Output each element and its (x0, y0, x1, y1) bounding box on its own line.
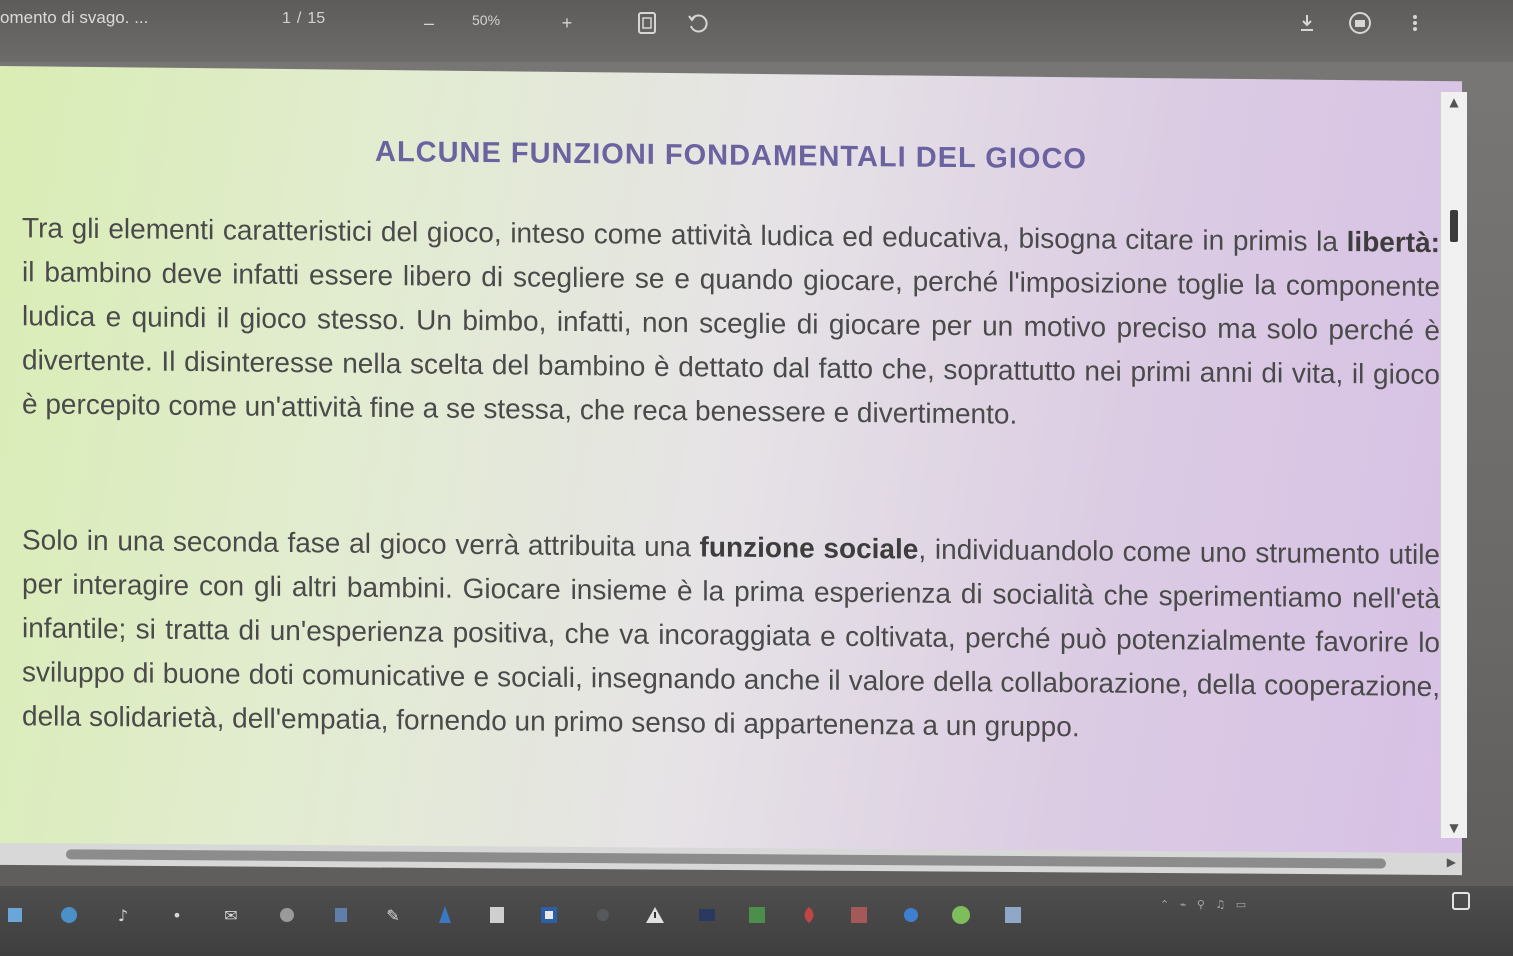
paint-icon[interactable]: ✎ (386, 905, 400, 925)
paragraph-1-text-b: il bambino deve infatti essere libero di scegliere se e quando giocare, perché l'imposizione toglie la componente ludica e quindi il gioco stesso. Un bimbo, infatti, non sceglie di giocare per un motivo preciso ma solo perché è divertente. Il disinteresse nella scelta del bambino è dettato dal fatto che, soprattutto nei primi anni di vita, il gioco è percepito come un'attività fine a se stessa, che reca benessere e divertimento. (22, 256, 1440, 430)
app-icon[interactable] (798, 904, 820, 926)
scroll-up-arrow-icon[interactable]: ▲ (1449, 95, 1459, 109)
vertical-scrollbar[interactable] (1440, 92, 1467, 838)
app-icon[interactable] (746, 904, 768, 926)
app-icon[interactable] (950, 904, 972, 926)
scroll-right-arrow-icon[interactable]: ▶ (1446, 854, 1456, 870)
document-page (0, 66, 1462, 861)
app-icon[interactable] (592, 904, 614, 926)
vertical-scroll-thumb[interactable] (1450, 210, 1458, 242)
current-page-input[interactable]: 1 (282, 10, 291, 27)
app-icon[interactable] (538, 904, 560, 926)
print-icon[interactable] (1348, 8, 1372, 38)
paragraph-2-bold: funzione sociale (699, 531, 919, 565)
browser-icon[interactable] (58, 904, 80, 926)
app-icon[interactable] (900, 904, 922, 926)
app-icon[interactable] (1002, 904, 1024, 926)
system-tray[interactable]: ⌃ ⌁ ⚲ ♫ ▭ (1160, 898, 1247, 911)
mail-icon[interactable]: ✉ (224, 905, 238, 925)
document-title: omento di svago. ... (0, 8, 149, 27)
notification-icon[interactable] (1452, 892, 1470, 910)
app-icon[interactable] (848, 904, 870, 926)
paragraph-1-bold: libertà: (1346, 226, 1440, 259)
more-icon[interactable] (1404, 8, 1426, 38)
paragraph-1-text-a: Tra gli elementi caratteristici del gioco, inteso come attività ludica ed educativa, bisogna citare in primis la (22, 212, 1347, 258)
app-icon[interactable] (434, 904, 456, 926)
horizontal-scroll-thumb[interactable] (66, 849, 1386, 868)
app-icon[interactable]: • (172, 905, 182, 925)
zoom-out-button[interactable]: – (423, 12, 434, 33)
page-navigation[interactable] (282, 10, 325, 28)
page-separator: / (296, 10, 302, 27)
pdf-toolbar (0, 0, 1513, 62)
warning-icon[interactable] (644, 904, 666, 926)
page-title: ALCUNE FUNZIONI FONDAMENTALI DEL GIOCO (375, 135, 1087, 176)
start-icon[interactable] (4, 904, 26, 926)
paragraph-2-text-a: Solo in una seconda fase al gioco verrà attribuita una (22, 524, 700, 563)
taskbar (0, 886, 1513, 956)
zoom-value[interactable]: 50% (472, 12, 501, 28)
scroll-down-arrow-icon[interactable]: ▼ (1449, 821, 1459, 835)
word-icon[interactable] (486, 904, 508, 926)
app-icon[interactable] (276, 904, 298, 926)
app-icon[interactable] (696, 904, 718, 926)
zoom-in-button[interactable]: + (561, 12, 573, 33)
paragraph-2 (22, 518, 1440, 753)
paragraph-1 (22, 206, 1440, 441)
total-pages: 15 (307, 10, 326, 27)
audio-icon[interactable]: ♪ (117, 905, 129, 925)
paragraph-2-text-b: , individuandolo come uno strumento utile per interagire con gli altri bambini. Giocare insieme è la prima esperienza di socialità che sperimentiamo nell'età infantile; si tratta di un'esperienza positiva, che va incoraggiata e coltivata, perché può potenzialmente favorire lo sviluppo di buone doti comunicative e sociali, insegnando anche il valore della collaborazione, della cooperazione, della solidarietà, dell'empatia, fornendo un primo senso di appartenenza a un gruppo. (22, 533, 1441, 743)
rotate-icon[interactable] (686, 8, 710, 38)
fit-page-icon[interactable] (636, 8, 658, 38)
download-icon[interactable] (1296, 8, 1318, 38)
app-icon[interactable] (330, 904, 352, 926)
